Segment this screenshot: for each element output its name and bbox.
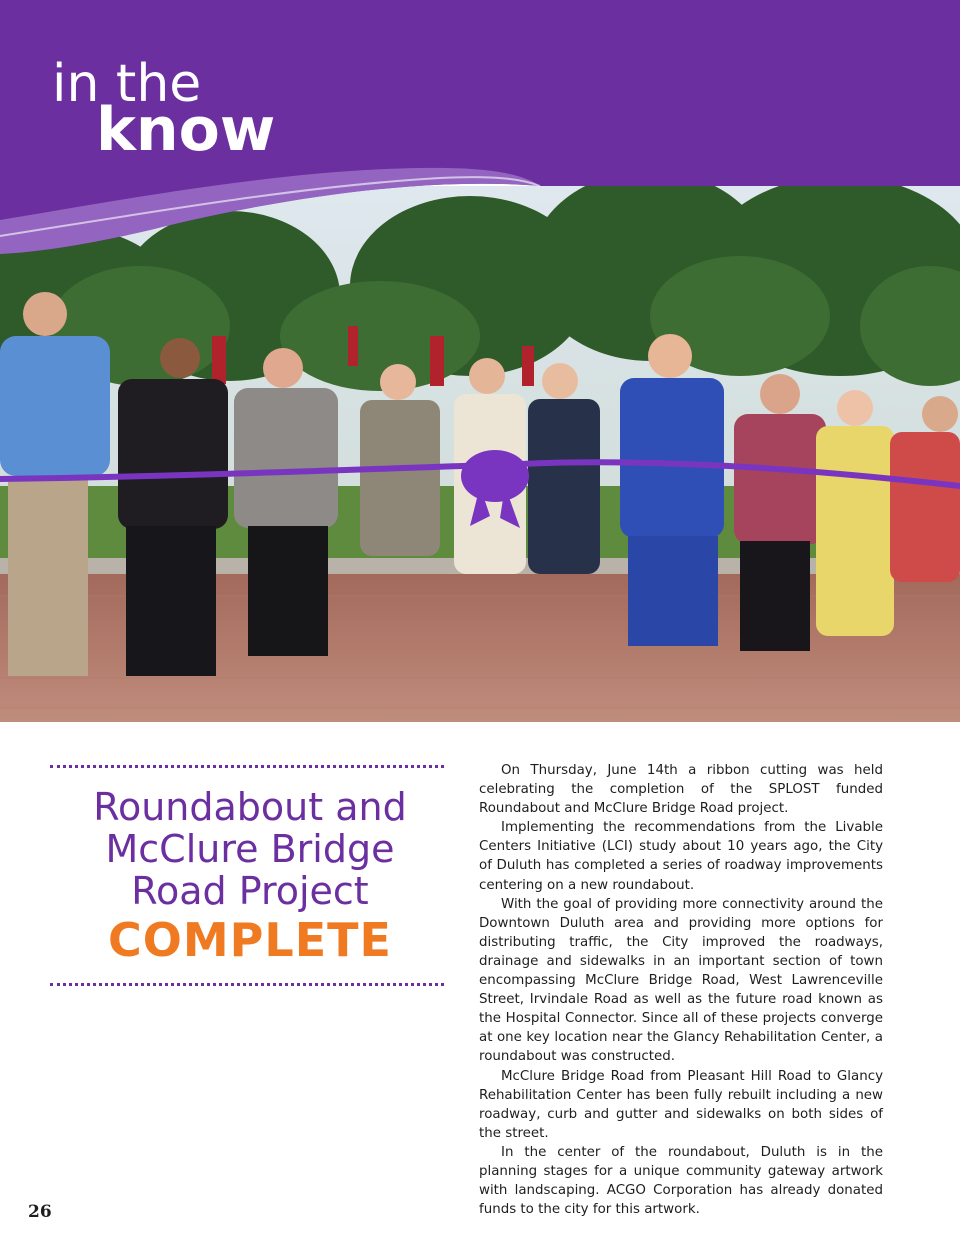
article-body (479, 761, 883, 1219)
article-paragraph: In the center of the roundabout, Duluth is in the planning stages for a unique community gateway artwork with landscaping. ACGO Corporation has already donated funds to the city for this artwork. (479, 1144, 883, 1218)
article-headline (50, 786, 450, 966)
article-paragraph: On Thursday, June 14th a ribbon cutting was held celebrating the completion of the SPLOST funded Roundabout and McClure Bridge Road project. (479, 763, 883, 817)
headline-complete: COMPLETE (108, 913, 392, 967)
article-paragraph: With the goal of providing more connectivity around the Downtown Duluth area and providing more options for distributing traffic, the City improved the roadways, drainage and sidewalks in an important section of town encompassing McClure Bridge Road, West Lawrenceville Street, Irvindale Road as well as the future road known as the Hospital Connector. Since all of these projects converge at one key location near the Glancy Rehabilitation Center, a roundabout was constructed. (479, 896, 883, 1065)
article-paragraph: McClure Bridge Road from Pleasant Hill Road to Glancy Rehabilitation Center has been fully rebuilt including a new roadway, curb and gutter and sidewalks on both sides of the street. (479, 1068, 883, 1141)
headline-line-1: Roundabout and (93, 785, 407, 829)
headline-line-2: McClure Bridge (105, 827, 395, 871)
page-number: 26 (28, 1202, 52, 1222)
divider-bottom (50, 983, 444, 986)
divider-top (50, 765, 444, 768)
article-paragraph: Implementing the recommendations from the Livable Centers Initiative (LCI) study about 10 years ago, the City of Duluth has completed a series of roadway improvements centering on a new roundabout. (479, 820, 883, 893)
section-title-in-the: in the (52, 54, 202, 114)
headline-line-3: Road Project (131, 869, 369, 913)
ribbon-cutting-photo (0, 186, 960, 722)
section-title-know: know (96, 95, 276, 165)
